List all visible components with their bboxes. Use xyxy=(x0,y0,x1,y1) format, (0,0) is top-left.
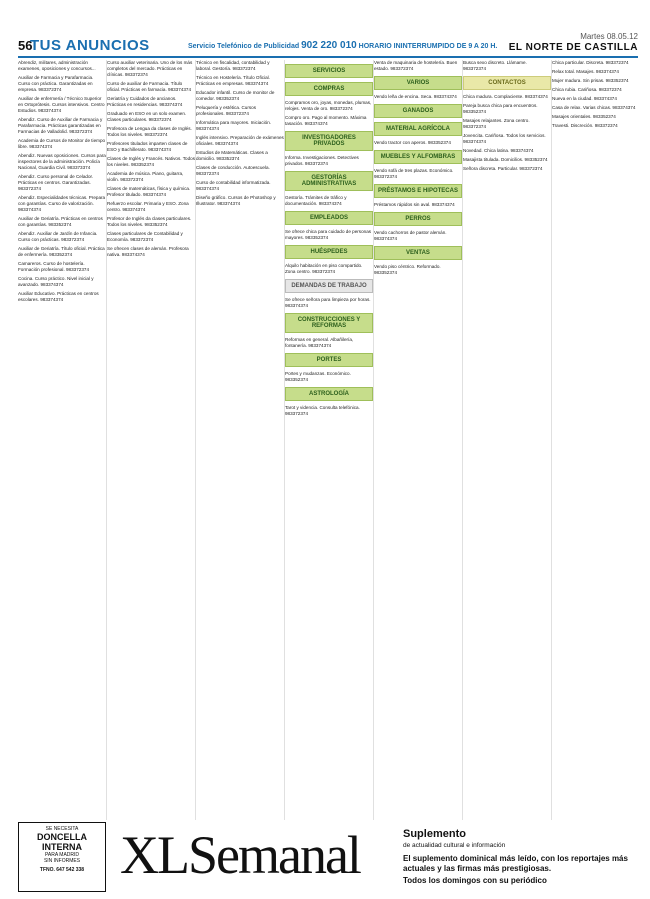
column-7 xyxy=(552,60,638,820)
category-header: VARIOS xyxy=(374,76,462,90)
classified-ad: Se ofrece chica para cuidado de personas mayores. 983352374 xyxy=(285,229,372,240)
classified-ad: Relax total. Masajes. 983374374 xyxy=(552,69,619,74)
classified-ad: Profesores titulados imparten clases de ESO y Bachillerato. 983374374 xyxy=(107,141,188,152)
classified-ad: Geriatría y Cuidados de ancianos. Prácticas en residencias. 983374374 xyxy=(107,96,183,107)
classified-ad: Masajes orientales. 983352374 xyxy=(552,114,616,119)
classified-ad: Casa de relax. Varias chicas. 983374374 xyxy=(552,105,636,110)
classified-ad: Inglés intensivo. Preparación de exámenes oficiales. 983374374 xyxy=(196,135,284,146)
classified-ad: Chica rubia. Cariñosa. 983372374 xyxy=(552,87,622,92)
category-header: VENTAS xyxy=(374,246,462,260)
section-title: TUS ANUNCIOS xyxy=(30,37,150,54)
classified-ad: Camareros. Curso de hostelería. Formación profesional. 983372374 xyxy=(18,261,89,272)
classified-columns xyxy=(18,60,638,820)
category-header: CONSTRUCCIONES Y REFORMAS xyxy=(285,313,373,333)
classified-ad: Señora discreta. Particular. 983372374 xyxy=(463,166,543,171)
classified-ad: Compramos oro, joyas, monedas, plumas, relojes. Venta de oro. 983372374 xyxy=(285,100,372,111)
classified-ad: Auxiliar de Farmacia y Parafarmacia. Curso con práctica. Garantizadas en empresa. 983372374 xyxy=(18,75,94,92)
classified-ad: Compro oro. Pago al momento. Máxima tasación. 983374374 xyxy=(285,115,367,126)
category-header: DEMANDAS DE TRABAJO xyxy=(285,279,373,293)
classified-ad: Curso de contabilidad informatizada. 983374374 xyxy=(196,180,271,191)
column-5 xyxy=(374,60,463,820)
classified-ad: Clases particulares de Contabilidad y Economía. 983372374 xyxy=(107,231,183,242)
classified-ad: Clases de Inglés y Francés. Nativos. Todos los niveles. 983352374 xyxy=(107,156,196,167)
classified-ad: Se ofrece señora para limpieza por horas. 983374374 xyxy=(285,297,371,308)
classified-ad: Auxiliar de Geriatría. Título oficial. Práctica de enfermería. 983352374 xyxy=(18,246,105,257)
column-6 xyxy=(463,60,552,820)
classified-ad: Alquilo habitación en piso compartido. Zona centro. 983372374 xyxy=(285,263,363,274)
box-phone: TFNO. 647 542 338 xyxy=(39,867,85,873)
classified-ad: Informa. Investigaciones. Detectives privados. 983372374 xyxy=(285,155,359,166)
classified-ad: Vendo cachorros de pastor alemán. 983374374 xyxy=(374,230,447,241)
classified-ad: Academia de Cursos de Monitor de tiempo libre. 983374374 xyxy=(18,138,106,149)
category-header: COMPRAS xyxy=(285,82,373,96)
logo-word: Semanal xyxy=(187,825,360,885)
phone-hours: HORARIO ININTERRUMPIDO DE 9 A 20 H. xyxy=(358,43,498,50)
classified-ad: Curso de auxiliar de Farmacia. Título oficial. Prácticas en farmacia. 983374374 xyxy=(107,81,192,92)
box-line: PARA MADRID xyxy=(44,852,80,858)
classified-ad: Profesora de Lengua da clases de Inglés. Todos los niveles. 983372374 xyxy=(107,126,192,137)
classified-ad: Pareja busca chica para encuentros. 983352374 xyxy=(463,103,538,114)
classified-ad: Clases de conducción. Autoescuela. 983372374 xyxy=(196,165,270,176)
category-header: INVESTIGADORES PRIVADOS xyxy=(285,131,373,151)
classified-ad: Abendiz. Auxiliar de Jardín de Infancia. Curso con prácticas. 983372374 xyxy=(18,231,98,242)
newspaper-name: EL NORTE DE CASTILLA xyxy=(508,42,638,53)
classified-ad: Técnico en Hostelería. Título Oficial. Prácticas en empresas. 983374374 xyxy=(196,75,270,86)
page-header xyxy=(18,32,638,58)
box-line: SIN INFORMES xyxy=(43,858,81,864)
classified-ad: Auxiliar Educativo. Prácticas en centros escolares. 983374374 xyxy=(18,291,99,302)
classified-ad: Portes y mudanzas. Económico. 983352374 xyxy=(285,371,351,382)
phone-service xyxy=(188,40,497,51)
column-4 xyxy=(285,60,374,820)
page-number: 56 xyxy=(18,38,33,53)
category-header: SERVICIOS xyxy=(285,64,373,78)
classified-ad: Nueva en la ciudad. 983374374 xyxy=(552,96,617,101)
box-title: INTERNA xyxy=(42,842,82,852)
category-header: PERROS xyxy=(374,212,462,226)
classified-ad: Academia de música. Piano, guitarra, violín. 983372374 xyxy=(107,171,184,182)
classified-ad: Abendiz. Curso personal de Celador. Prácticas en centros. Garantizadas. 983372374 xyxy=(18,174,94,191)
classified-ad: Tarot y videncia. Consulta telefónica. 983372374 xyxy=(285,405,360,416)
classified-ad: Se ofrecen clases de alemán. Profesora nativa. 983374374 xyxy=(107,246,189,257)
classified-ad: Vendo piso céntrico. Reformado. 983352374 xyxy=(374,264,441,275)
xlsemanal-banner xyxy=(110,820,638,892)
banner-title: Suplemento xyxy=(403,828,466,840)
category-header: MUEBLES Y ALFOMBRAS xyxy=(374,150,462,164)
classified-ad: Chica madura. Complaciente. 983374374 xyxy=(463,94,548,99)
classified-ad: Informática para mayores. Iniciación. 983374374 xyxy=(196,120,272,131)
box-title: DONCELLA xyxy=(37,832,87,842)
classified-ad: Refuerzo escolar. Primaria y ESO. Zona centro. 983374374 xyxy=(107,201,189,212)
classified-ad: Vendo leña de encina. Seca. 983374374 xyxy=(374,94,457,99)
classified-ad: Abendiz. Curso de Auxiliar de Farmacia y Parafarmacia. Prácticas garantizadas en Farmacias de Valladolid. 983372374 xyxy=(18,117,103,134)
category-header: CONTACTOS xyxy=(463,76,551,90)
phone-number: 902 220 010 xyxy=(301,40,357,51)
classified-ad: Educador infantil. Curso de monitor de comedor. 983352374 xyxy=(196,90,275,101)
banner-description: El suplemento dominical más leído, con los reportajes más actuales y las firmas más prestigiosas. xyxy=(403,854,628,873)
classified-ad: Vendo tractor con aperos. 983352374 xyxy=(374,140,451,145)
column-2 xyxy=(107,60,196,820)
classified-ad: Curso auxiliar veterinaria. Uno de los más completos del mercado. Prácticas en clínicas. 983372374 xyxy=(107,60,193,77)
banner-footer: Todos los domingos con su periódico xyxy=(403,876,547,885)
classified-ad: Abendiz. Especialidades técnicas. Prepara con garantías. Curso de valorización. 983374374 xyxy=(18,195,106,212)
classified-ad: Abendiz. Nuevas oposiciones. Cursos para inspectores de la administración. Policía Nacional, Guardia Civil. 983373374 xyxy=(18,153,106,170)
classified-ad: Peluquería y estética. Cursos profesionales. 983372374 xyxy=(196,105,257,116)
classified-ad: Reformas en general. Albañilería, fontanería. 983374374 xyxy=(285,337,354,348)
classified-ad: Travesti. Discreción. 983372374 xyxy=(552,123,618,128)
classified-ad: Graduado en ESO en un solo examen. Clases particulares. 983372374 xyxy=(107,111,187,122)
classified-ad: Diseño gráfico. Cursos de Photoshop y Illustrator. 983374374 xyxy=(196,195,276,206)
classified-ad: Masajes relajantes. Zona centro. 983372374 xyxy=(463,118,530,129)
classified-ad: Masajista titulada. Domicilios. 983352374 xyxy=(463,157,548,162)
classified-ad: Busca sexo discreto. Llámame. 983372374 xyxy=(463,60,527,71)
job-ad-box xyxy=(18,822,106,892)
logo-xl: XL xyxy=(120,825,188,885)
column-1 xyxy=(18,60,107,820)
issue-date: Martes 08.05.12 xyxy=(580,32,638,41)
column-3 xyxy=(196,60,285,820)
classified-ad: Jovencita. Cariñosa. Todos los servicios. 983374374 xyxy=(463,133,546,144)
category-header: PRÉSTAMOS E HIPOTECAS xyxy=(374,184,462,198)
category-header: EMPLEADOS xyxy=(285,211,373,225)
classified-ad: Venta de maquinaria de hostelería. Buen estado. 983372374 xyxy=(374,60,458,71)
category-header: PORTES xyxy=(285,353,373,367)
classified-ad: Chica particular. Discreta. 983372374 xyxy=(552,60,629,65)
classified-ad: Clases de matemáticas, física y química. Profesor titulado. 983374374 xyxy=(107,186,191,197)
classified-ad: Préstamos rápidos sin aval. 983374374 xyxy=(374,202,455,207)
category-header: GANADOS xyxy=(374,104,462,118)
category-header: GESTORÍAS ADMINISTRATIVAS xyxy=(285,171,373,191)
banner-subtitle: de actualidad cultural e información xyxy=(403,842,506,849)
category-header: ASTROLOGÍA xyxy=(285,387,373,401)
classified-ad: Auxiliar de Geriatría. Prácticas en centros con garantías. 983352374 xyxy=(18,216,103,227)
phone-label: Servicio Telefónico de Publicidad xyxy=(188,43,300,50)
category-header: MATERIAL AGRÍCOLA xyxy=(374,122,462,136)
classified-ad: Mujer madura. Sin prisas. 983352374 xyxy=(552,78,629,83)
classified-ad: Técnico en fiscalidad, contabilidad y laboral. Gestoría. 983372374 xyxy=(196,60,270,71)
category-header: HUÉSPEDES xyxy=(285,245,373,259)
classified-ad: Profesor de Inglés da clases particulares. Todos los niveles. 983352374 xyxy=(107,216,192,227)
box-line: SE NECESITA xyxy=(45,826,79,832)
classified-ad: Vendo sofá de tres plazas. Económico. 983372374 xyxy=(374,168,454,179)
classified-ad: Novedad. Chica latina. 983374374 xyxy=(463,148,534,153)
classified-ad: Auxiliar de enfermería / Técnico Superior en Ortoprótesis. Cursos intensivos. Centro Estudios. 983374374 xyxy=(18,96,105,113)
classified-ad: Estudios de Matemáticas. Clases a domicilio. 983352374 xyxy=(196,150,268,161)
xlsemanal-logo xyxy=(120,824,360,886)
classified-ad: Cocina. Curso práctico. Nivel inicial y avanzado. 983374374 xyxy=(18,276,94,287)
classified-ad: Abrendiz, militares, administración examenes, oposiciones y concursos... xyxy=(18,60,96,71)
classified-ad: Gestoría. Trámites de tráfico y documentación. 983374374 xyxy=(285,195,347,206)
